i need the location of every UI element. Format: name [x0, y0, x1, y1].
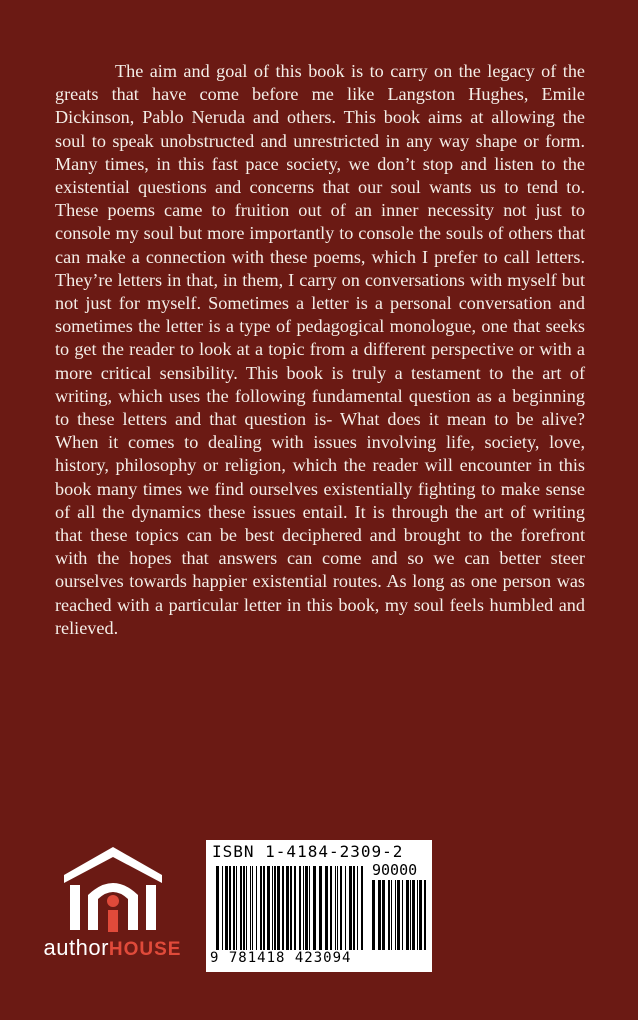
- barcode-bar: [424, 880, 426, 950]
- barcode-bar: [313, 866, 316, 950]
- barcode-bar: [274, 866, 276, 950]
- blurb-text: The aim and goal of this book is to carry on the legacy of the greats that have come before me like Langston Hughes, Emile Dickinson, Pablo Neruda and others. This book aims at allowing the soul to speak unobstructed and unrestricted in any way shape or form. Many times, in this fast pace society, we don’t stop and listen to the existential questions and concerns that our soul wants us to tend to. These poems came to fruition out of an inner necessity not just to console my soul but more importantly to console the souls of others that can make a connection with these poems, which I prefer to call letters. They’re letters in that, in them, I carry on conversations with myself but not just for myself. Sometimes a letter is a personal conversation and sometimes the letter is a type of pedagogical monologue, one that seeks to get the reader to look at a topic from a different perspective or with a more critical sensibility. This book is truly a testament to the art of writing, which uses the following fundamental question as a beginning to these letters and that question is- What does it mean to be alive? When it comes to dealing with issues involving life, society, love, history, philosophy or religion, which the reader will encounter in this book many times we find ourselves existentially fighting to make sense of all the dynamics these issues entail. It is through the art of writing that these topics can be best deciphered and brought to the forefront with the hopes that answers can come and so we can better steer ourselves towards happier existential routes. As long as one person was reached with a particular letter in this book, my soul feels humbled and relieved.: [55, 61, 585, 638]
- barcode-bar: [417, 880, 418, 950]
- barcode-bar: [236, 866, 237, 950]
- barcode-bar: [378, 880, 381, 950]
- barcode-bar: [303, 866, 304, 950]
- isbn-text: ISBN 1-4184-2309-2: [212, 842, 404, 861]
- publisher-name-part1: author: [43, 935, 109, 960]
- barcode-bar: [229, 866, 231, 950]
- barcode-bar: [263, 866, 265, 950]
- ean-digits: 9 781418 423094: [210, 950, 352, 966]
- barcode-bar: [294, 866, 296, 950]
- barcode-bar: [353, 866, 355, 950]
- barcode-bar: [240, 866, 242, 950]
- barcode-bar: [372, 880, 375, 950]
- barcode-bar: [397, 880, 400, 950]
- barcode-bar: [233, 866, 235, 950]
- barcode-bar: [225, 866, 228, 950]
- ean-barcode: [216, 866, 366, 950]
- barcode-bar: [252, 866, 253, 950]
- price-barcode: [372, 880, 426, 950]
- barcode-bar: [335, 866, 336, 950]
- barcode-bar: [357, 866, 358, 950]
- publisher-name: [30, 935, 195, 961]
- barcode-bar: [330, 866, 332, 950]
- publisher-name-part2: HOUSE: [108, 939, 182, 960]
- barcode-bar: [290, 866, 292, 950]
- barcode-bar: [222, 866, 223, 950]
- barcode-bar: [299, 866, 301, 950]
- barcode-bar: [395, 880, 396, 950]
- barcode-bar: [282, 866, 284, 950]
- barcode-bar: [216, 866, 219, 950]
- barcode-bar: [361, 866, 363, 950]
- barcode-bar: [388, 880, 390, 950]
- barcode-bar: [419, 880, 422, 950]
- barcode-panel: [206, 840, 432, 972]
- barcode-bar: [286, 866, 289, 950]
- barcode-bar: [406, 880, 409, 950]
- barcode-bar: [277, 866, 280, 950]
- house-icon: [58, 845, 168, 937]
- barcode-bar: [250, 866, 251, 950]
- barcode-bar: [349, 866, 352, 950]
- back-cover-blurb: [55, 60, 585, 640]
- barcode-bar: [243, 866, 245, 950]
- barcode-bar: [412, 880, 415, 950]
- barcode-bar: [267, 866, 270, 950]
- barcode-bar: [305, 866, 308, 950]
- price-code: 90000: [372, 861, 418, 879]
- barcode-bar: [340, 866, 342, 950]
- barcode-bar: [256, 866, 257, 950]
- barcode-bar: [246, 866, 247, 950]
- barcode-bar: [410, 880, 411, 950]
- barcode-bar: [402, 880, 403, 950]
- barcode-bar: [325, 866, 328, 950]
- barcode-bar: [391, 880, 392, 950]
- barcode-bar: [309, 866, 310, 950]
- barcode-bar: [337, 866, 338, 950]
- barcode-bar: [382, 880, 385, 950]
- publisher-logo: [30, 845, 195, 970]
- barcode-bar: [260, 866, 262, 950]
- barcode-bar: [345, 866, 346, 950]
- barcode-bar: [319, 866, 322, 950]
- barcode-bar: [272, 866, 273, 950]
